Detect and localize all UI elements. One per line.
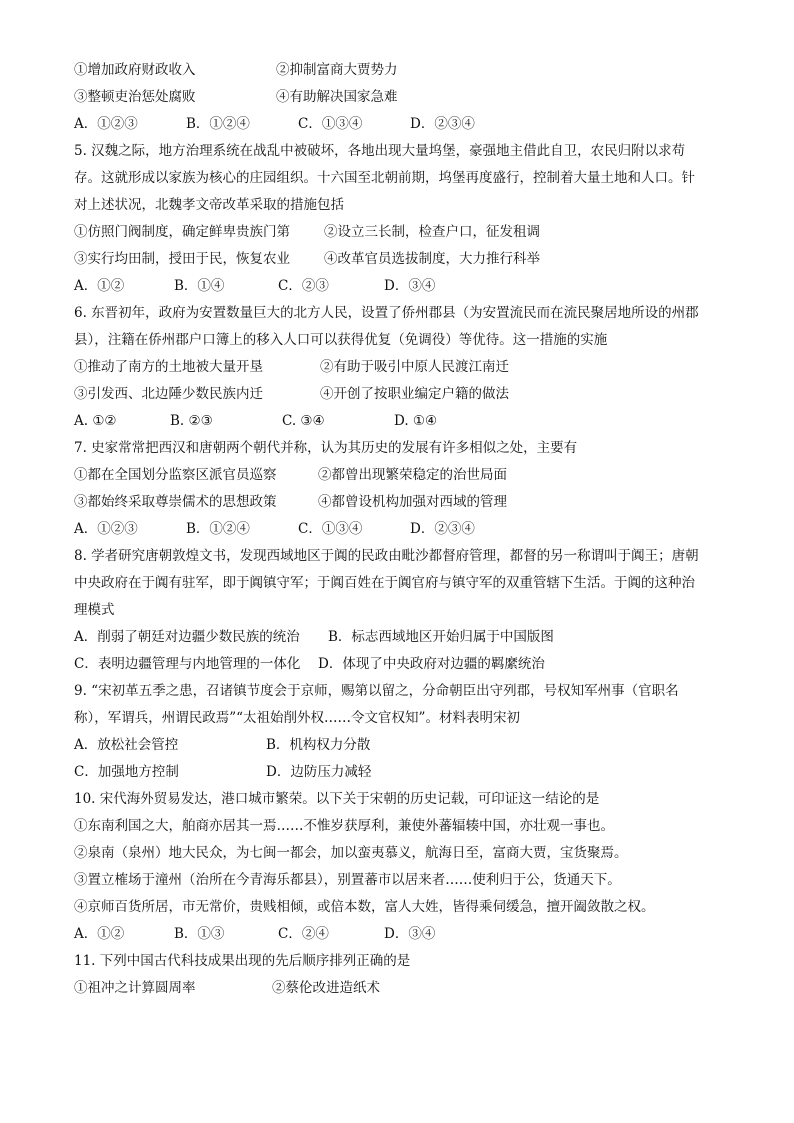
q7-option-2: ②都曾出现繁荣稳定的治世局面 (318, 467, 507, 483)
q4-choice-a: A．①②③ (74, 116, 138, 132)
q4-choice-c: C．①③④ (298, 116, 363, 132)
q10-stem-line-1: 10. 宋代海外贸易发达，港口城市繁荣。以下关于宋朝的历史记载，可印证这一结论的是 (74, 791, 600, 807)
q7-choice-b: B．①②④ (186, 521, 250, 537)
q10-choice-d: D．③④ (384, 926, 436, 942)
q10-option-2: ②泉南（泉州）地大民众，为七闽一都会，加以蛮夷慕义，航海日至，富商大贾，宝货聚焉。 (74, 845, 628, 861)
q9-choice-c: C．加强地方控制 (74, 764, 179, 780)
q5-option-1: ①仿照门阀制度，确定鲜卑贵族门第 (74, 224, 290, 240)
q6-option-4: ④开创了按职业编定户籍的做法 (320, 386, 509, 402)
q5-stem-line-2: 存。这就形成以家族为核心的庄园组织。十六国至北朝前期，坞堡再度盛行，控制着大量土地和人口。针 (74, 170, 695, 186)
q8-choice-a: A．削弱了朝廷对边疆少数民族的统治 (74, 629, 300, 645)
q8-stem-line-1: 8. 学者研究唐朝敦煌文书，发现西域地区于阗的民政由毗沙都督府管理，都督的另一称谓叫于阗王；唐朝 (74, 548, 699, 564)
q5-stem-line-1: 5. 汉魏之际，地方治理系统在战乱中被破坏，各地出现大量坞堡，豪强地主借此自卫，农民归附以求苟 (74, 143, 686, 159)
q9-choice-b: B．机构权力分散 (266, 737, 371, 753)
q6-choice-c: C. ③④ (282, 413, 325, 429)
q11-option-1: ①祖冲之计算圆周率 (74, 980, 196, 996)
q6-option-1: ①推动了南方的土地被大量开垦 (74, 359, 263, 375)
q10-option-1: ①东南利国之大，舶商亦居其一焉……不惟岁获厚利，兼使外蕃辐辏中国，亦壮观一事也。 (74, 818, 614, 834)
q7-option-3: ③都始终采取尊崇儒术的思想政策 (74, 494, 277, 510)
q10-choice-b: B．①③ (174, 926, 225, 942)
q10-choice-c: C．②④ (278, 926, 329, 942)
q7-choice-c: C．①③④ (298, 521, 363, 537)
q5-stem-line-3: 对上述状况，北魏孝文帝改革采取的措施包括 (74, 197, 344, 213)
q7-choice-d: D．②③④ (410, 521, 475, 537)
q9-choice-d: D．边防压力减轻 (266, 764, 372, 780)
q6-choice-d: D. ①④ (394, 413, 438, 429)
q6-stem-line-2: 县），注籍在侨州郡户口簿上的移入人口可以获得优复（免调役）等优待。这一措施的实施 (74, 332, 608, 348)
q8-choice-b: B．标志西域地区开始归属于中国版图 (328, 629, 554, 645)
q5-choice-a: A．①② (74, 278, 125, 294)
q10-option-4: ④京师百货所居，市无常价，贵贱相倾，或倍本数，富人大姓，皆得乘伺缓急，擅开阖敛散之权。 (74, 899, 655, 915)
q7-stem-line-1: 7. 史家常常把西汉和唐朝两个朝代并称，认为其历史的发展有许多相似之处，主要有 (74, 440, 578, 456)
q7-option-1: ①都在全国划分监察区派官员巡察 (74, 467, 277, 483)
q4-choice-d: D．②③④ (410, 116, 475, 132)
q5-option-4: ④改革官员选拔制度，大力推行科举 (324, 251, 540, 267)
q7-option-4: ④都曾设机构加强对西域的管理 (318, 494, 507, 510)
q4-option-3: ③整顿吏治惩处腐败 (74, 89, 196, 105)
q9-stem-line-1: 9. “宋初革五季之患，召诸镇节度会于京师，赐第以留之，分命朝臣出守列郡，号权知军州事（官职名 (74, 683, 679, 699)
q10-choice-a: A．①② (74, 926, 125, 942)
q8-stem-line-3: 理模式 (74, 602, 115, 618)
q10-option-3: ③置立榷场于潼州（治所在今青海乐都县），别置蕃市以居来者……使利归于公，货通天下。 (74, 872, 621, 888)
q11-option-2: ②蔡伦改进造纸术 (272, 980, 380, 996)
q6-choice-b: B. ②③ (170, 413, 213, 429)
q6-choice-a: A. ①② (74, 413, 117, 429)
q8-stem-line-2: 中央政府在于阗有驻军，即于阗镇守军；于阗百姓在于阗官府与镇守军的双重管辖下生活。于阗的这种治 (74, 575, 695, 591)
q6-option-2: ②有助于吸引中原人民渡江南迁 (320, 359, 509, 375)
q6-stem-line-1: 6. 东晋初年，政府为安置数量巨大的北方人民，设置了侨州郡县（为安置流民而在流民聚居地所设的州郡 (74, 305, 699, 321)
q11-stem-line-1: 11. 下列中国古代科技成果出现的先后顺序排列正确的是 (74, 953, 411, 969)
q5-choice-b: B．①④ (174, 278, 225, 294)
q4-option-2: ②抑制富商大贾势力 (276, 62, 398, 78)
q5-option-3: ③实行均田制，授田于民，恢复农业 (74, 251, 290, 267)
q5-choice-c: C．②③ (278, 278, 329, 294)
q5-choice-d: D．③④ (384, 278, 436, 294)
q8-choice-c: C．表明边疆管理与内地管理的一体化 (74, 656, 301, 672)
q7-choice-a: A．①②③ (74, 521, 138, 537)
q9-choice-a: A．放松社会管控 (74, 737, 179, 753)
q4-choice-b: B．①②④ (186, 116, 250, 132)
q5-option-2: ②设立三长制，检查户口，征发租调 (324, 224, 540, 240)
q8-choice-d: D．体现了中央政府对边疆的羁縻统治 (318, 656, 545, 672)
q6-option-3: ③引发西、北边陲少数民族内迁 (74, 386, 263, 402)
q9-stem-line-2: 称），军谓兵，州谓民政焉”“太祖始削外权……令文官权知”。材料表明宋初 (74, 710, 520, 726)
q4-option-1: ①增加政府财政收入 (74, 62, 196, 78)
q4-option-4: ④有助解决国家急难 (276, 89, 398, 105)
